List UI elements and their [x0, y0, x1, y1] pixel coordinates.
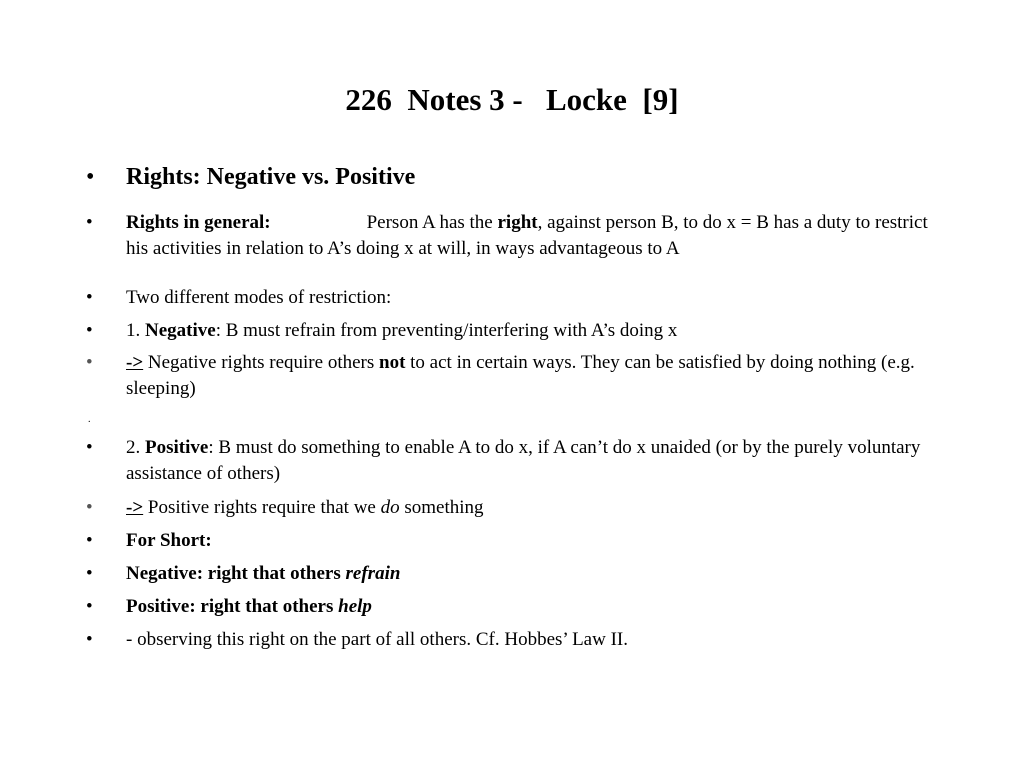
bullet-icon: •	[86, 629, 93, 650]
small-dot: .	[88, 414, 91, 425]
bullet-icon: •	[86, 352, 93, 373]
negative-short-refrain: refrain	[345, 563, 401, 584]
bullet-icon: •	[86, 596, 93, 617]
bullet-icon: •	[86, 320, 93, 341]
positive-arrow-text	[126, 495, 946, 521]
positive-text	[126, 435, 946, 487]
bullet-icon: •	[86, 497, 93, 518]
positive-desc: : B must do something to enable A to do x, if A can’t do x unaided (or by the purely voluntary assistance of others)	[126, 437, 921, 484]
negative-desc: : B must refrain from preventing/interfering with A’s doing x	[215, 320, 678, 341]
observing-text: - observing this right on the part of all others. Cf. Hobbes’ Law II.	[126, 629, 628, 650]
general-right: right	[497, 212, 538, 233]
negative-short-label: Negative: right that others	[126, 563, 346, 584]
general-label: Rights in general:	[126, 212, 271, 233]
bullet-icon: •	[86, 164, 95, 190]
positive-label: Positive	[145, 437, 209, 458]
bullet-icon: •	[86, 212, 93, 233]
negative-text	[126, 318, 946, 344]
arrow-icon: ->	[126, 497, 144, 518]
general-text-1: Person A has the	[366, 212, 498, 233]
general-text	[126, 210, 946, 262]
bullet-icon: •	[86, 530, 93, 551]
positive-arrow-text-2: something	[399, 497, 484, 518]
positive-arrow-do: do	[380, 497, 400, 518]
bullet-icon: •	[86, 287, 93, 308]
negative-arrow-text-2: to act in certain ways. They can be satisfied by doing nothing (e.g. sleeping)	[126, 352, 915, 399]
negative-arrow-not: not	[379, 352, 406, 373]
positive-short-help: help	[338, 596, 372, 617]
general-text-2: , against person B, to do x = B has a duty to restrict his activities in relation to A’s doing x at will, in ways advantageous to A	[126, 212, 928, 259]
bullet-icon: •	[86, 563, 93, 584]
positive-short-text	[126, 594, 946, 620]
bullet-icon: •	[86, 437, 93, 458]
for-short-text: For Short:	[126, 530, 212, 551]
negative-arrow-text	[126, 350, 946, 402]
negative-prefix: 1.	[126, 320, 145, 341]
modes-text: Two different modes of restriction:	[126, 287, 392, 308]
negative-short-text	[126, 561, 946, 587]
positive-arrow-text-1: Positive rights require that we	[143, 497, 381, 518]
heading-text: Rights: Negative vs. Positive	[126, 164, 416, 190]
negative-arrow-text-1: Negative rights require others	[143, 352, 379, 373]
arrow-icon: ->	[126, 352, 144, 373]
positive-prefix: 2.	[126, 437, 145, 458]
positive-short-label: Positive: right that others	[126, 596, 339, 617]
slide-title: 226 Notes 3 - Locke [9]	[345, 82, 679, 117]
negative-label: Negative	[145, 320, 216, 341]
